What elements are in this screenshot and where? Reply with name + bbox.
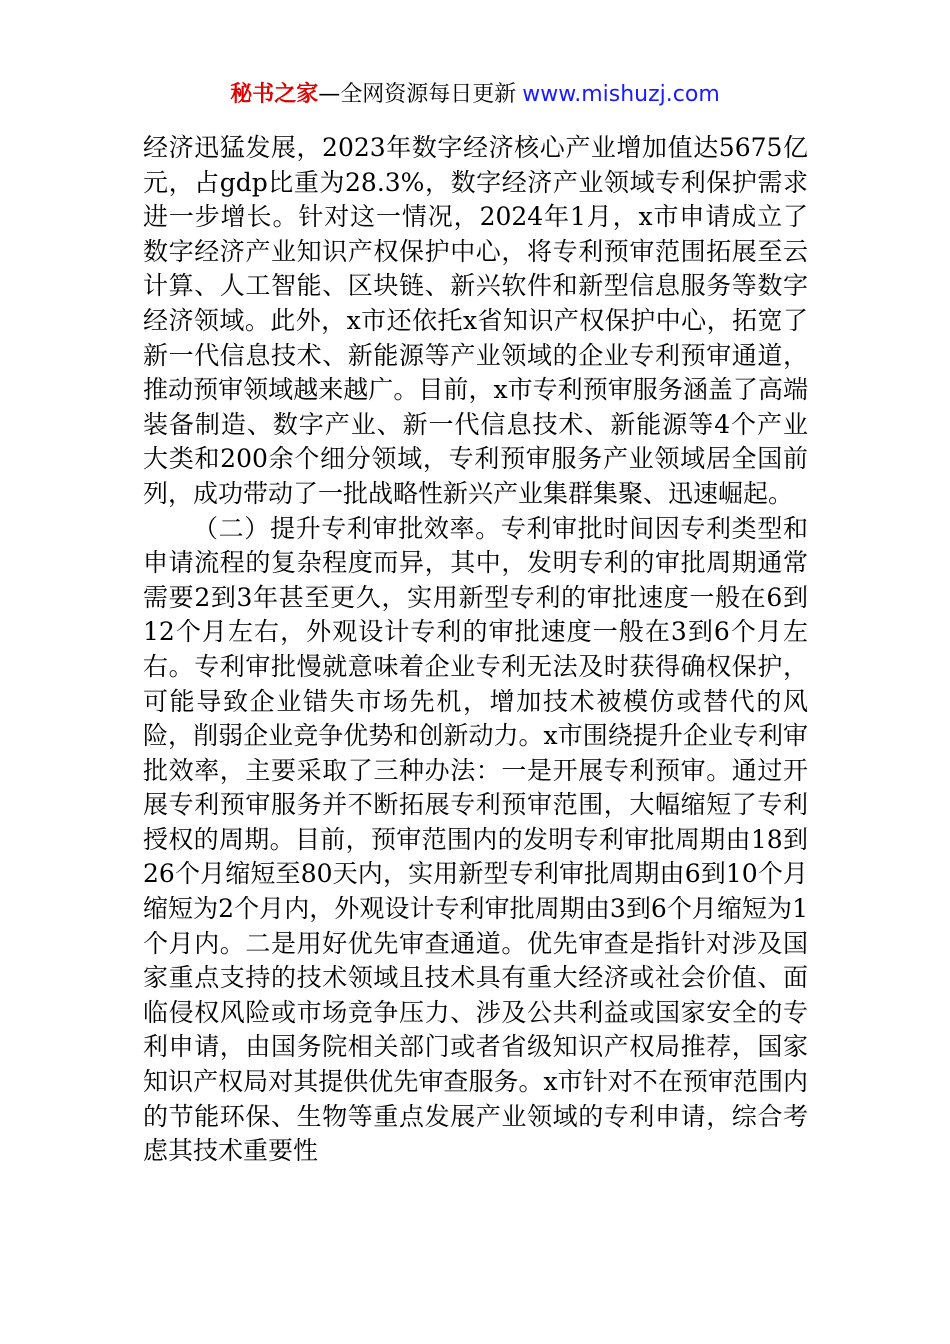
paragraph-section-two: （二）提升专利审批效率。专利审批时间因专利类型和申请流程的复杂程度而异，其中，发明专利的审批周期通常需要2到3年甚至更久，实用新型专利的审批速度一般在6到12个月左右，外观设计专利的审批速度一般在3到6个月左右。专利审批慢就意味着企业专利无法及时获得确权保护，可能导致企业错失市场先机，增加技术被模仿或替代的风险，削弱企业竞争优势和创新动力。x市围绕提升企业专利审批效率，主要采取了三种办法：一是开展专利预审。通过开展专利预审服务并不断拓展专利预审范围，大幅缩短了专利授权的周期。目前，预审范围内的发明专利审批周期由18到26个月缩短至80天内，实用新型专利审批周期由6到10个月缩短为2个月内，外观设计专利审批周期由3到6个月缩短为1个月内。二是用好优先审查通道。优先审查是指针对涉及国家重点支持的技术领域且技术具有重大经济或社会价值、面临侵权风险或市场竞争压力、涉及公共利益或国家安全的专利申请，由国务院相关部门或者省级知识产权局推荐，国家知识产权局对其提供优先审查服务。x市针对不在预审范围内的节能环保、生物等重点发展产业领域的专利申请，综合考虑其技术重要性 bbox=[143, 513, 808, 1166]
page-header bbox=[0, 80, 950, 110]
site-tagline: —全网资源每日更新 bbox=[318, 82, 517, 107]
paragraph-continued: 经济迅猛发展，2023年数字经济核心产业增加值达5675亿元，占gdp比重为28.3%，数字经济产业领域专利保护需求进一步增长。针对这一情况，2024年1月，x市申请成立了数字经济产业知识产权保护中心，将专利预审范围拓展至云计算、人工智能、区块链、新兴软件和新型信息服务等数字经济领域。此外，x市还依托x省知识产权保护中心，拓宽了新一代信息技术、新能源等产业领域的企业专利预审通道，推动预审领域越来越广。目前，x市专利预审服务涵盖了高端装备制造、数字产业、新一代信息技术、新能源等4个产业大类和200余个细分领域，专利预审服务产业领域居全国前列，成功带动了一批战略性新兴产业集群集聚、迅速崛起。 bbox=[143, 133, 808, 508]
site-url-link[interactable]: www.mishuzj.com bbox=[522, 82, 720, 107]
site-name: 秘书之家 bbox=[230, 82, 319, 107]
document-body bbox=[143, 131, 808, 1169]
